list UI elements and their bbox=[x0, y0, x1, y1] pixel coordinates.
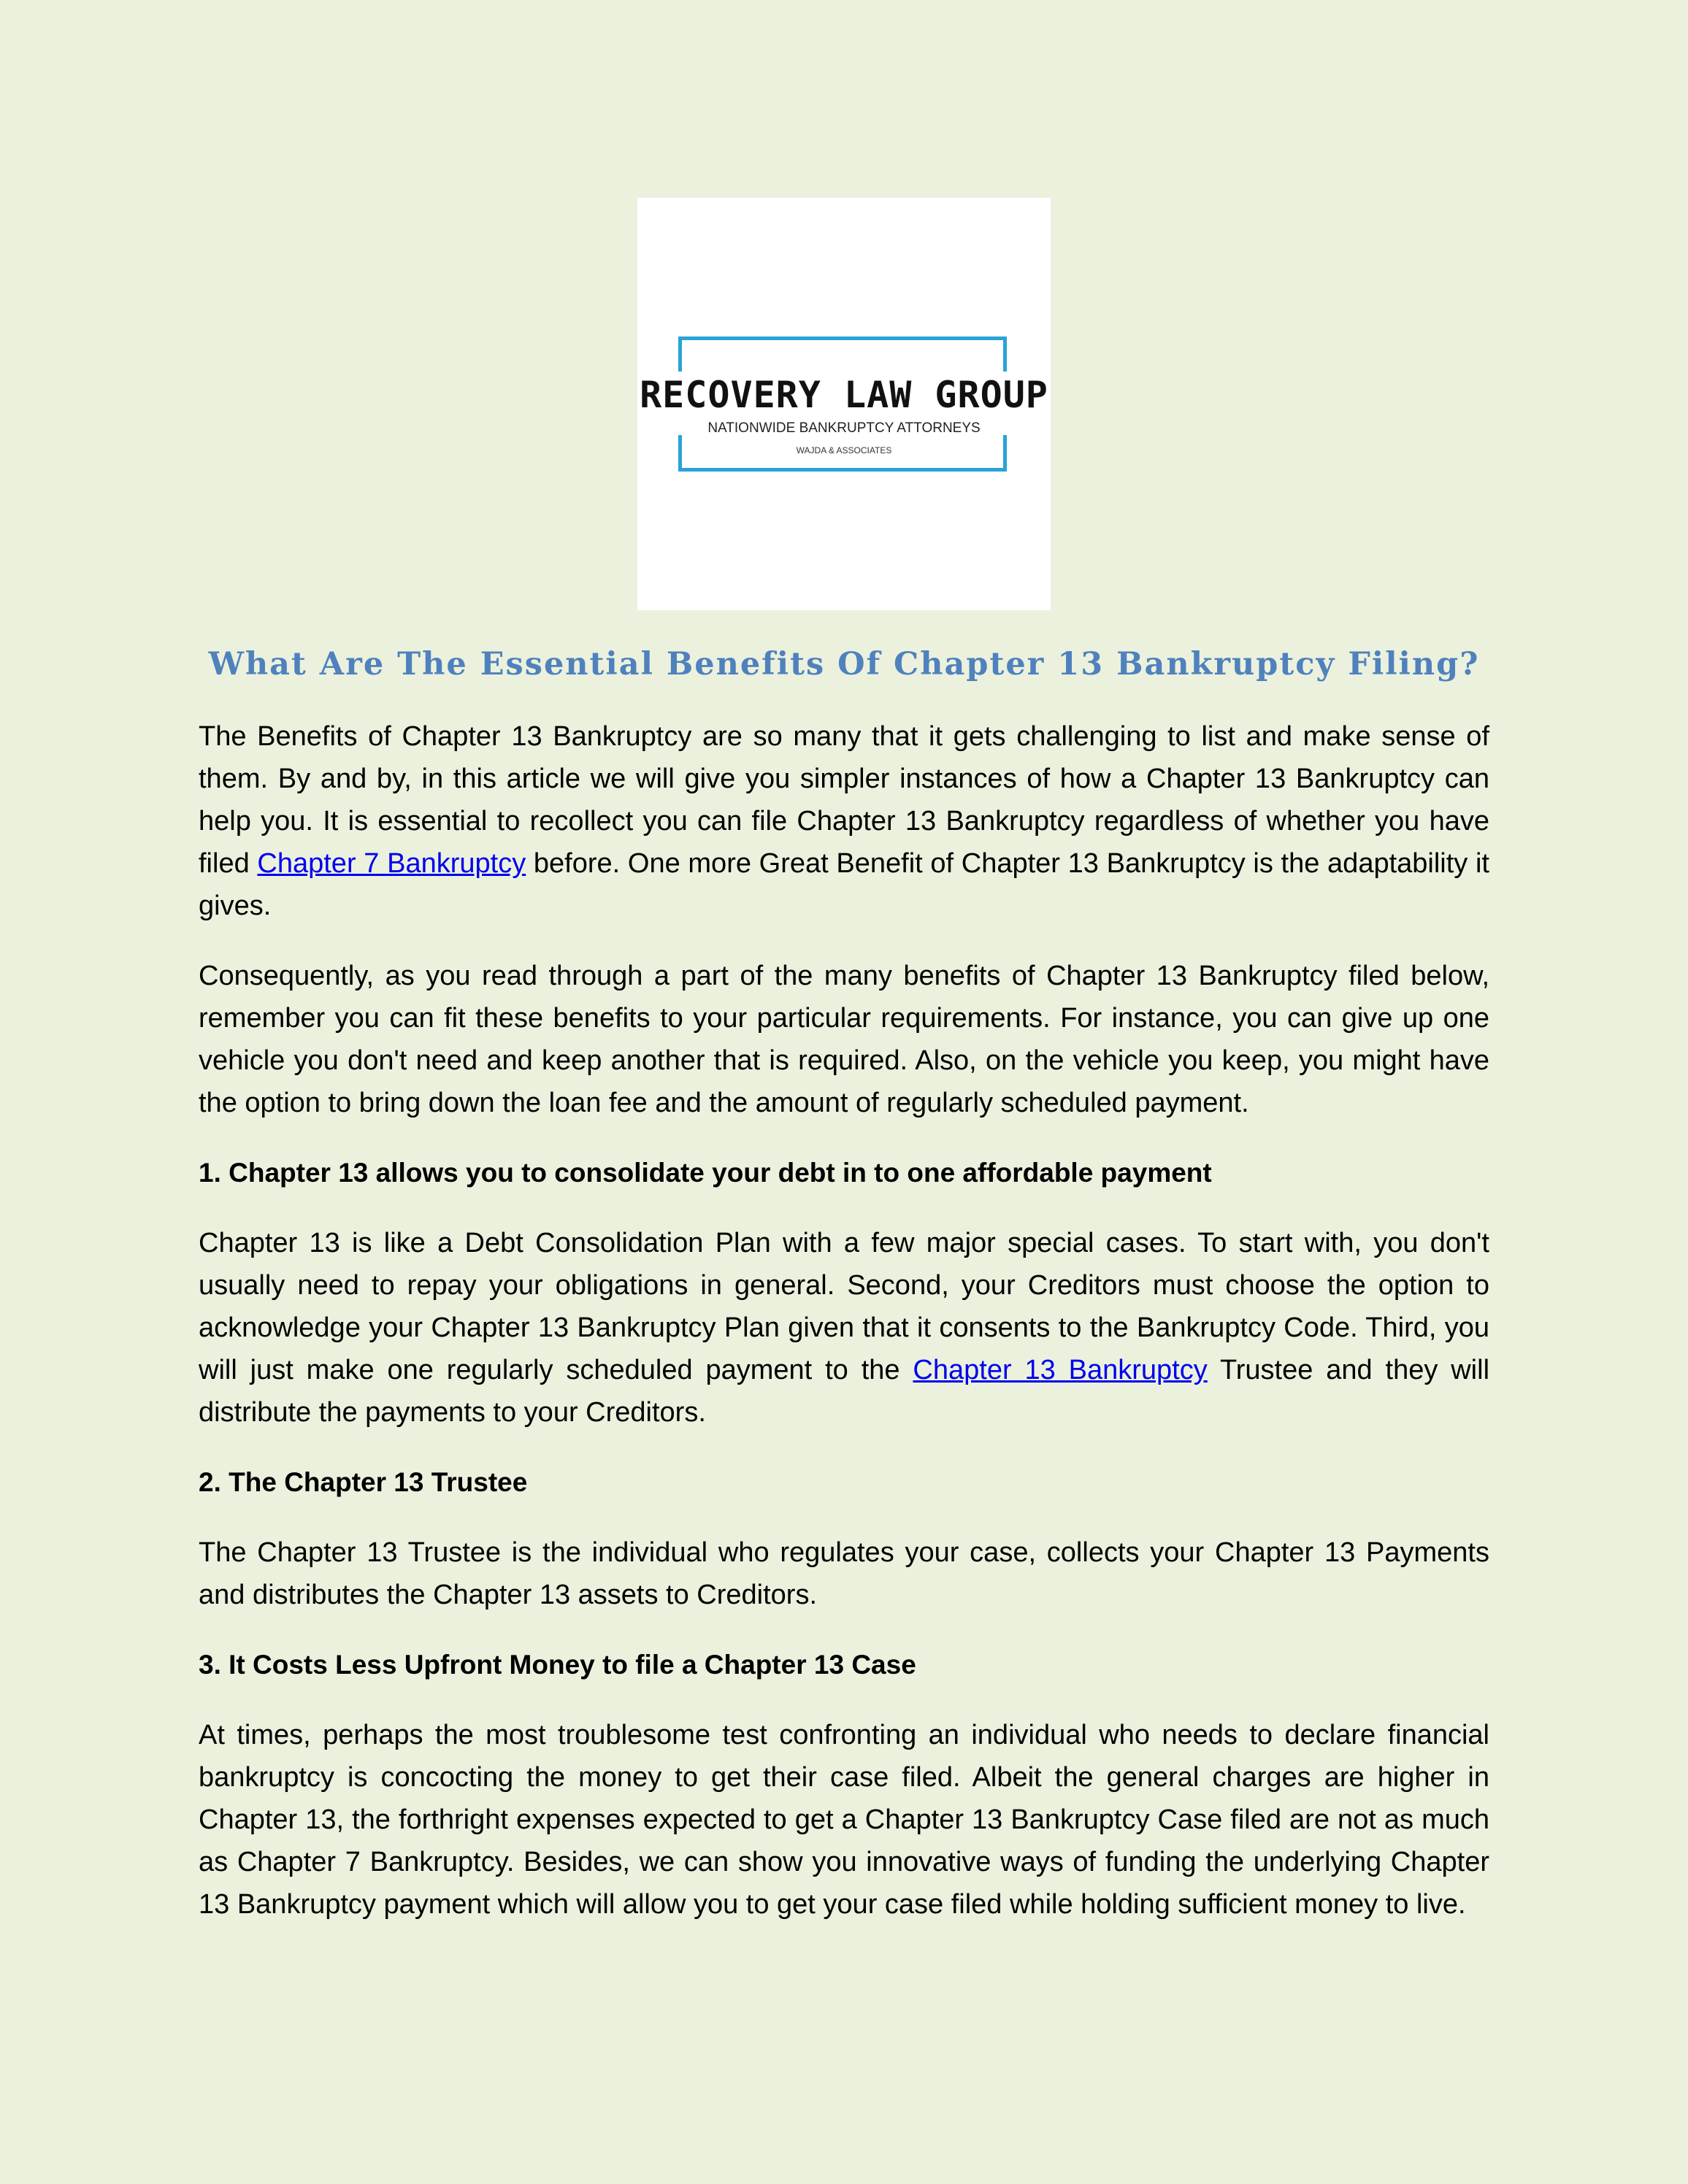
logo-name: RECOVERY LAW GROUP bbox=[637, 372, 1051, 418]
consolidation-text-before: Chapter 13 is like a Debt Consolidation Plan with a few major special cases. To start with, you don't usually need to repay your obligations in general. Second, your Creditors must choose the option to acknowledge your Chapter 13 Bankruptcy Plan given that it consents to the Bankruptcy Code. Third, you will just make one regularly scheduled payment to the bbox=[199, 1228, 1489, 1385]
intro-text-after: before. One more Great Benefit of Chapter 13 Bankruptcy is the adaptability it gives. bbox=[199, 848, 1489, 921]
intro-text-before: The Benefits of Chapter 13 Bankruptcy are so many that it gets challenging to list and make sense of them. By and by, in this article we will give you simpler instances of how a Chapter 13 Bankruptcy can help you. It is essential to recollect you can file Chapter 13 Bankruptcy regardless of whether you have filed bbox=[199, 721, 1489, 879]
logo-tagline: NATIONWIDE BANKRUPTCY ATTORNEYS bbox=[707, 420, 981, 436]
logo-subtag: WAJDA & ASSOCIATES bbox=[796, 445, 892, 455]
costs-paragraph: At times, perhaps the most troublesome test confronting an individual who needs to declare financial bankruptcy is concocting the money to get their case filed. Albeit the general charges are higher in Chapter 13, the forthright expenses expected to get a Chapter 13 Bankruptcy Case filed are not as much as Chapter 7 Bankruptcy. Besides, we can show you innovative ways of funding the underlying Chapter 13 Bankruptcy payment which will allow you to get your case filed while holding sufficient money to live. bbox=[199, 1720, 1489, 1920]
page-title: What Are The Essential Benefits Of Chapter 13 Bankruptcy Filing? bbox=[208, 646, 1480, 682]
consolidation-paragraph bbox=[199, 1222, 1489, 1434]
section-heading-2: 2. The Chapter 13 Trustee bbox=[199, 1467, 528, 1497]
chapter-7-link[interactable]: Chapter 7 Bankruptcy bbox=[257, 848, 526, 879]
trustee-paragraph: The Chapter 13 Trustee is the individual who regulates your case, collects your Chapter 13 Payments and distributes the Chapter 13 assets to Creditors. bbox=[199, 1537, 1489, 1610]
consequently-paragraph: Consequently, as you read through a part of the many benefits of Chapter 13 Bankruptcy filed below, remember you can fit these benefits to your particular requirements. For instance, you can give up one vehicle you don't need and keep another that is required. Also, on the vehicle you keep, you might have the option to bring down the loan fee and the amount of regularly scheduled payment. bbox=[199, 961, 1489, 1118]
intro-paragraph bbox=[199, 715, 1489, 927]
chapter-13-link[interactable]: Chapter 13 Bankruptcy bbox=[913, 1355, 1208, 1385]
logo bbox=[637, 198, 1051, 610]
consolidation-text-after: Trustee and they will distribute the payments to your Creditors. bbox=[199, 1355, 1490, 1428]
article-body bbox=[199, 715, 1489, 1953]
section-heading-3: 3. It Costs Less Upfront Money to file a Chapter 13 Case bbox=[199, 1650, 916, 1680]
section-heading-1: 1. Chapter 13 allows you to consolidate your debt in to one affordable payment bbox=[199, 1158, 1212, 1188]
